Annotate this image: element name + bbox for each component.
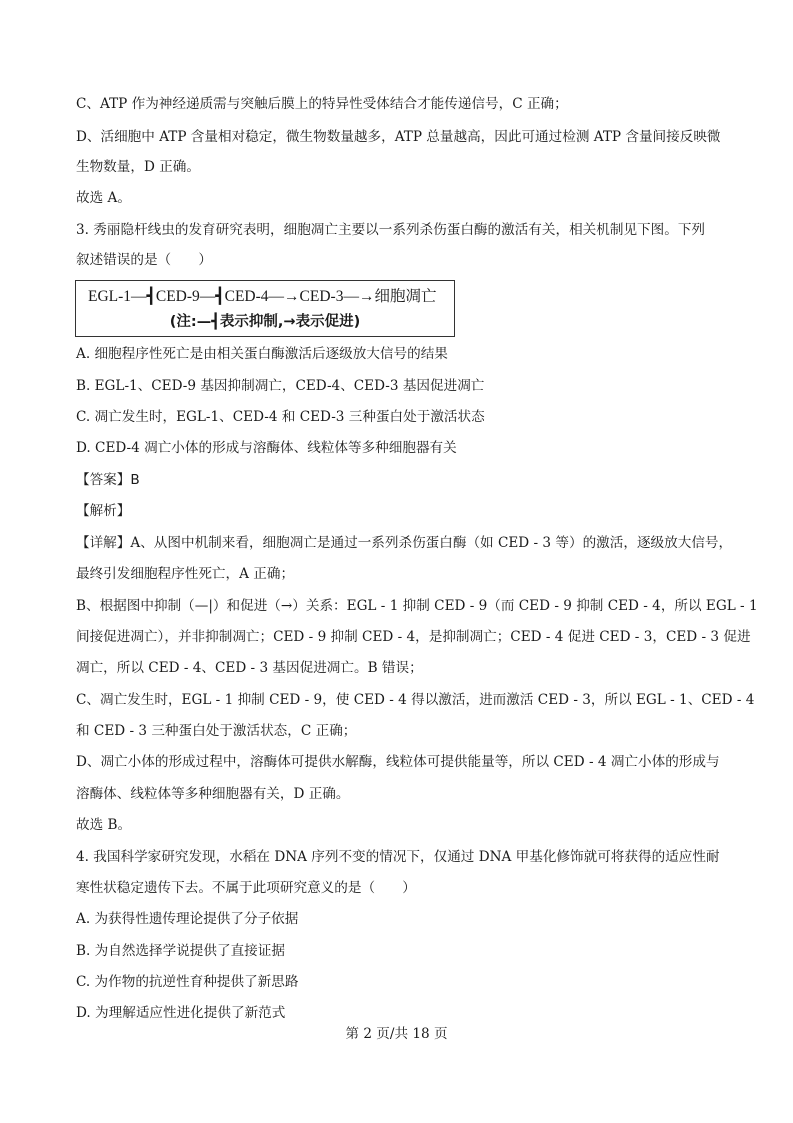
question-3-stem: 叙述错误的是（ ） <box>76 252 212 268</box>
detail-line: 故选 B。 <box>76 817 132 833</box>
detail-line: 溶酶体、线粒体等多种细胞器有关，D 正确。 <box>76 786 350 802</box>
detail-line: 和 CED - 3 三种蛋白处于激活状态，C 正确； <box>76 723 357 739</box>
text-line: 故选 A。 <box>76 190 131 206</box>
detail-line: 最终引发细胞程序性死亡，A 正确； <box>76 566 295 582</box>
detail-line: D、凋亡小体的形成过程中，溶酶体可提供水解酶，线粒体可提供能量等，所以 CED - 4 凋亡小体的形成与 <box>76 754 720 770</box>
text-line: C、ATP 作为神经递质需与突触后膜上的特异性受体结合才能传递信号，C 正确； <box>76 96 568 112</box>
pathway-diagram <box>75 280 455 337</box>
pathway-note: (注:—┫表示抑制,→表示促进) <box>169 314 361 330</box>
option-d: D. CED-4 凋亡小体的形成与溶酶体、线粒体等多种细胞器有关 <box>76 440 457 456</box>
pathway-text: EGL-1—┫CED-9—┫CED-4—→CED-3—→细胞凋亡 <box>88 288 437 305</box>
option-b: B. EGL-1、CED-9 基因抑制凋亡，CED-4、CED-3 基因促进凋亡 <box>76 378 485 394</box>
page-number: 第 2 页/共 18 页 <box>345 1026 448 1042</box>
detail-line: B、根据图中抑制（—|）和促进（→）关系：EGL - 1 抑制 CED - 9（而 CED - 9 抑制 CED - 4，所以 EGL - 1 <box>76 598 758 614</box>
analysis-tag: 【解析】 <box>76 503 131 519</box>
option-a: A. 细胞程序性死亡是由相关蛋白酶激活后逐级放大信号的结果 <box>76 346 448 362</box>
option-a: A. 为获得性遗传理论提供了分子依据 <box>76 911 299 927</box>
text-line: D、活细胞中 ATP 含量相对稳定，微生物数量越多，ATP 总量越高，因此可通过检测 ATP 含量间接反映微 <box>76 129 721 145</box>
detail-line: 【详解】A、从图中机制来看，细胞凋亡是通过一系列杀伤蛋白酶（如 CED - 3 等）的激活，逐级放大信号， <box>76 535 733 551</box>
option-d: D. 为理解适应性进化提供了新范式 <box>76 1005 286 1021</box>
answer-tag: 【答案】B <box>76 472 140 488</box>
detail-line: 间接促进凋亡），并非抑制凋亡；CED - 9 抑制 CED - 4，是抑制凋亡；CED - 4 促进 CED - 3，CED - 3 促进 <box>76 629 751 645</box>
question-3-stem: 3. 秀丽隐杆线虫的发育研究表明，细胞凋亡主要以一系列杀伤蛋白酶的激活有关，相关机制见下图。下列 <box>76 222 706 238</box>
detail-line: 凋亡，所以 CED - 4、CED - 3 基因促进凋亡。B 错误； <box>76 660 423 676</box>
option-c: C. 为作物的抗逆性育种提供了新思路 <box>76 974 299 990</box>
text-line: 生物数量，D 正确。 <box>76 159 200 175</box>
question-4-stem: 4. 我国科学家研究发现，水稻在 DNA 序列不变的情况下，仅通过 DNA 甲基化修饰就可将获得的适应性耐 <box>76 849 720 865</box>
question-4-stem: 寒性状稳定遗传下去。不属于此项研究意义的是（ ） <box>76 880 416 896</box>
detail-line: C、凋亡发生时，EGL - 1 抑制 CED - 9，使 CED - 4 得以激活，进而激活 CED - 3，所以 EGL - 1、CED - 4 <box>76 692 755 708</box>
option-c: C. 凋亡发生时，EGL-1、CED-4 和 CED-3 三种蛋白处于激活状态 <box>76 409 485 425</box>
option-b: B. 为自然选择学说提供了直接证据 <box>76 943 285 959</box>
